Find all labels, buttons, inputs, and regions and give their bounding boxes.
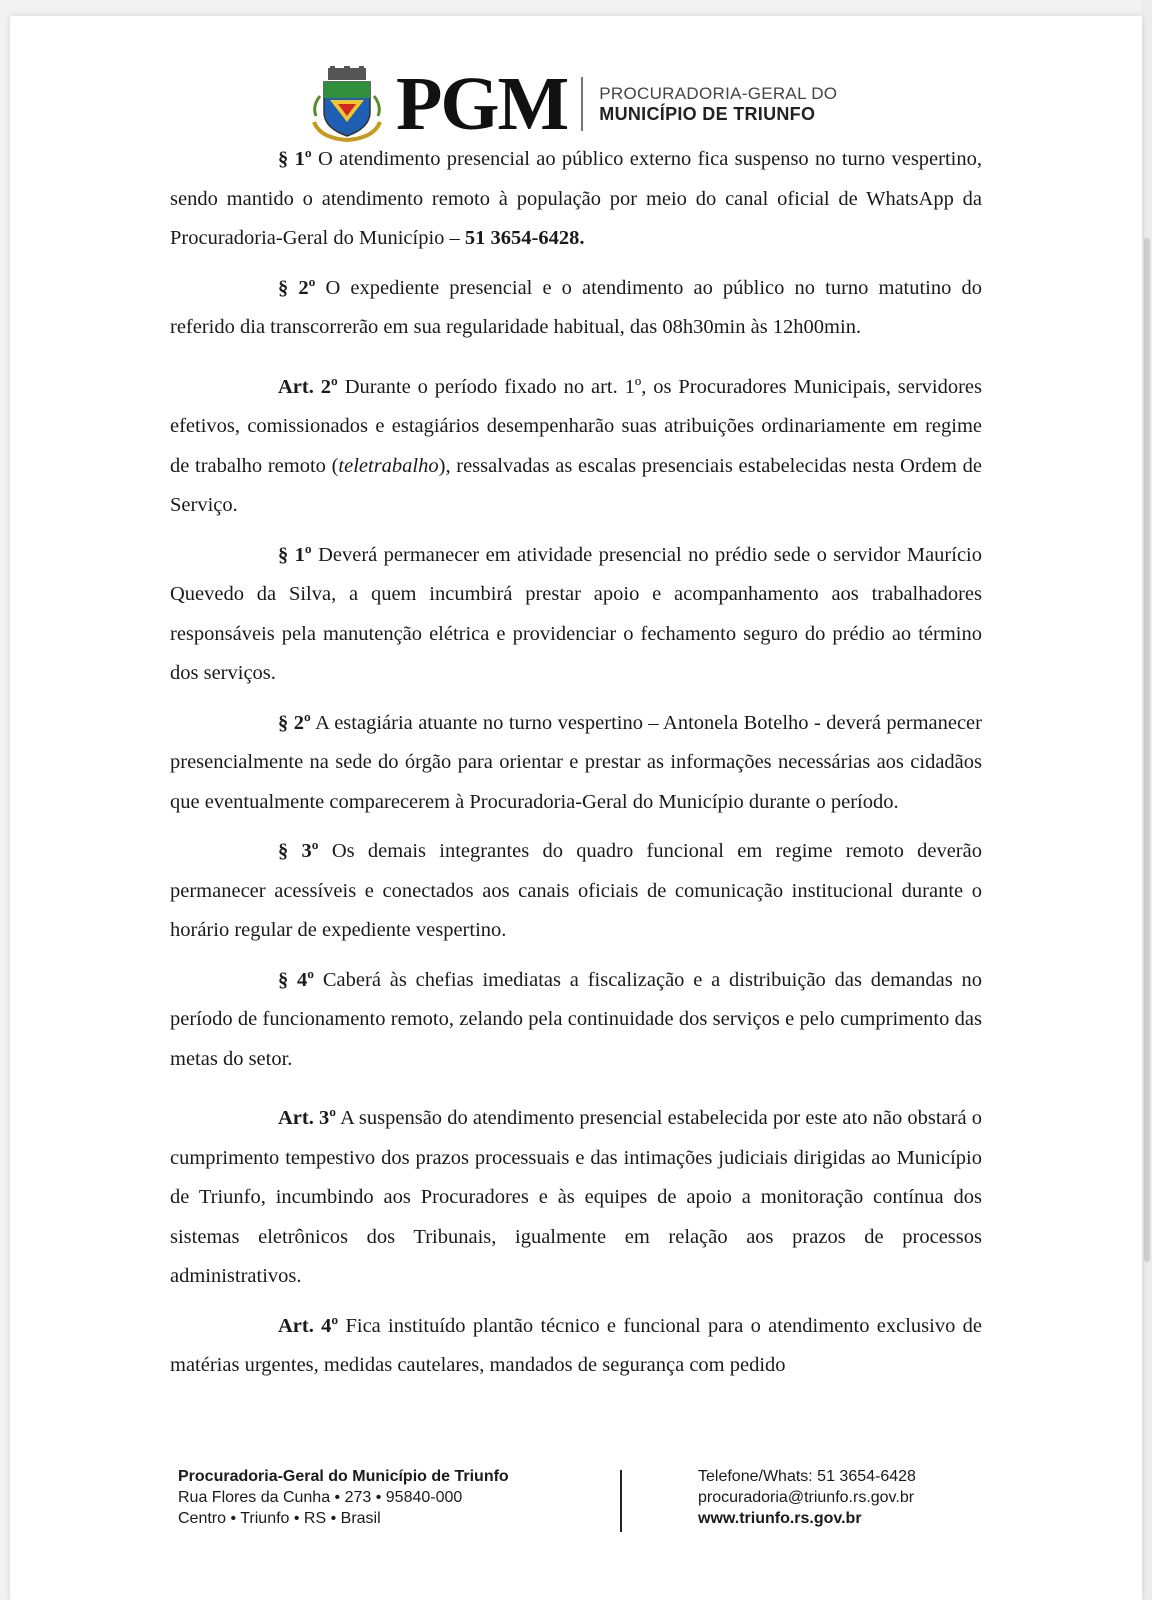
paragraph — [170, 140, 982, 259]
org-name — [599, 84, 837, 125]
footer-email: procuradoria@triunfo.rs.gov.br — [698, 1489, 915, 1506]
paragraph-lead: Art. 4º — [278, 1314, 339, 1337]
paragraph-text: O atendimento presencial ao público externo fica suspenso no turno vespertino, sendo mantido o atendimento remoto à população por meio do canal oficial de WhatsApp da Procuradoria-Geral do Município – — [170, 148, 982, 249]
paragraph-text: Fica instituído plantão técnico e funcional para o atendimento exclusivo de matérias urgentes, medidas cautelares, mandados de segurança com pedido — [170, 1314, 982, 1376]
paragraph — [170, 704, 982, 823]
page-footer — [178, 1466, 978, 1534]
paragraph — [170, 1099, 982, 1297]
phone-number: 51 3654-6428. — [464, 227, 585, 249]
paragraph-lead: Art. 2º — [278, 375, 338, 398]
paragraph-text: A suspensão do atendimento presencial estabelecida por este ato não obstará o cumprimento tempestivo dos prazos processuais e das intimações judiciais dirigidas ao Município de Triunfo, incumbindo aos Procuradores e às equipes de apoio a monitoração contínua dos sistemas eletrônicos dos Tribunais, igualmente em relação aos prazos de processos administrativos. — [170, 1107, 983, 1287]
org-name-line1: PROCURADORIA-GERAL DO — [599, 83, 838, 103]
paragraph — [170, 536, 982, 694]
paragraph-lead: § 3º — [278, 840, 319, 862]
org-name-line2: MUNICÍPIO DE TRIUNFO — [599, 103, 816, 124]
paragraph-lead: § 4º — [278, 968, 315, 991]
paragraph-text: Durante o período fixado no art. 1º, os Procuradores Municipais, servidores efetivos, comissionados e estagiários desempenharão suas atribuições ordinariamente em regime de trabalho remoto ( — [170, 375, 982, 477]
scrollbar-thumb[interactable] — [1144, 238, 1150, 1262]
footer-contact — [698, 1466, 916, 1529]
paragraph-lead: § 2º — [278, 276, 316, 299]
paragraph-lead: § 1º — [278, 543, 312, 566]
footer-website: www.triunfo.rs.gov.br — [698, 1510, 862, 1527]
scrollbar[interactable] — [1142, 0, 1152, 1600]
footer-phone: Telefone/Whats: 51 3654-6428 — [698, 1468, 916, 1485]
footer-divider — [620, 1470, 622, 1532]
footer-city: Centro • Triunfo • RS • Brasil — [178, 1510, 381, 1527]
header-divider — [581, 77, 583, 131]
footer-street: Rua Flores da Cunha • 273 • 95840-000 — [178, 1489, 463, 1506]
paragraph — [170, 269, 982, 348]
paragraph-lead: § 1º — [278, 148, 312, 170]
paragraph-text: Deverá permanecer em atividade presencial no prédio sede o servidor Maurício Quevedo da Silva, a quem incumbirá prestar apoio e acompanhamento aos trabalhadores responsáveis pela manutenção elétrica e providenciar o fechamento seguro do prédio ao término dos serviços. — [170, 543, 982, 684]
pgm-logo: PGM — [396, 62, 568, 146]
paragraph — [170, 368, 982, 526]
paragraph-text-after: ), ressalvadas as escalas presenciais estabelecidas nesta Ordem de Serviço. — [170, 454, 982, 516]
paragraph-text: A estagiária atuante no turno vespertino – Antonela Botelho - deverá permanecer presencialmente na sede do órgão para orientar e prestar as informações necessárias aos cidadãos que eventualmente comparecerem à Procuradoria-Geral do Município durante o período. — [170, 711, 982, 813]
paragraph-text: Os demais integrantes do quadro funcional em regime remoto deverão permanecer acessíveis e conectados aos canais oficiais de comunicação institucional durante o horário regular de expediente vespertino. — [170, 840, 982, 941]
paragraph-lead: § 2º — [278, 711, 311, 734]
paragraph-italic: teletrabalho — [338, 454, 439, 477]
paragraph — [170, 1307, 982, 1386]
paragraph — [170, 832, 982, 951]
footer-org-name: Procuradoria-Geral do Município de Triunfo — [178, 1468, 509, 1485]
municipal-crest-icon — [310, 66, 384, 142]
footer-address — [178, 1466, 509, 1529]
paragraph — [170, 961, 982, 1080]
paragraph-text: Caberá às chefias imediatas a fiscalização e a distribuição das demandas no período de funcionamento remoto, zelando pela continuidade dos serviços e pelo cumprimento das metas do setor. — [170, 968, 982, 1070]
document-body — [170, 140, 982, 1396]
paragraph-lead: Art. 3º — [278, 1107, 337, 1129]
paragraph-text: O expediente presencial e o atendimento ao público no turno matutino do referido dia transcorrerão em sua regularidade habitual, das 08h30min às 12h00min. — [170, 276, 982, 338]
letterhead — [310, 62, 838, 146]
